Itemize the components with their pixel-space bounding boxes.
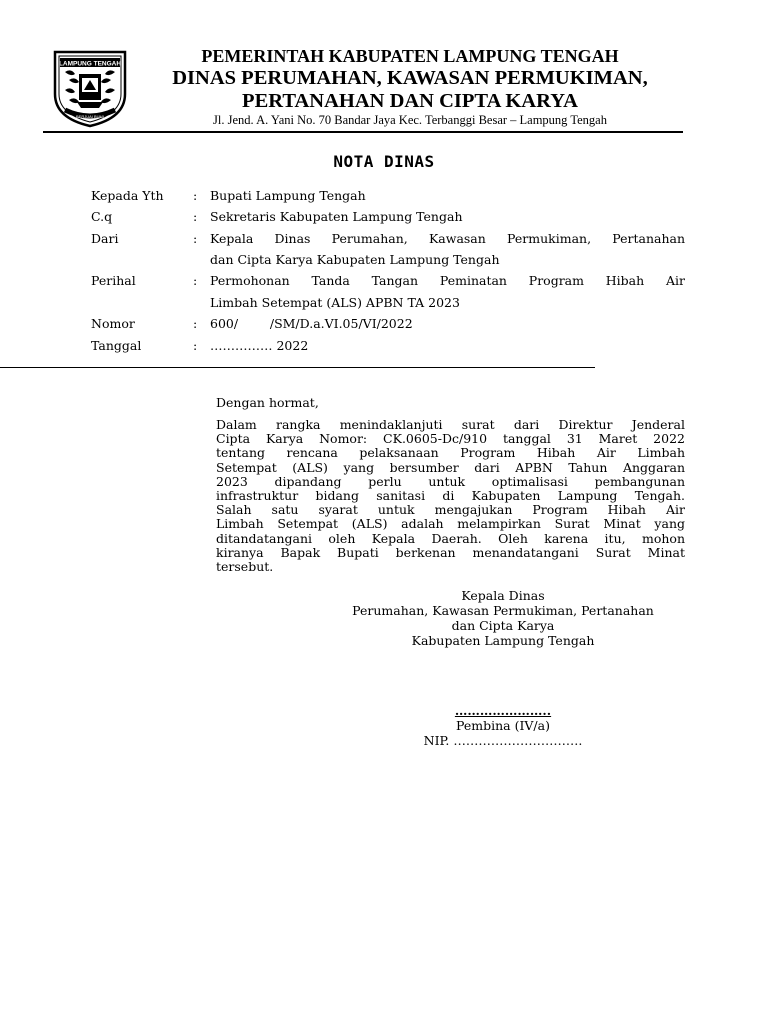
colon: : (193, 316, 198, 331)
header-address: Jl. Jend. A. Yani No. 70 Bandar Jaya Kec. Terbanggi Besar – Lampung Tengah (213, 113, 607, 127)
signatory-name: ………………….. (454, 703, 552, 718)
tanggal-label: Tanggal (91, 338, 142, 353)
tanggal-value: …………… 2022 (210, 338, 309, 353)
paragraph-line: infrastruktur bidang sanitasi di Kabupaten Lampung Tengah. (216, 487, 685, 503)
header-government: PEMERINTAH KABUPATEN LAMPUNG TENGAH (201, 46, 619, 66)
letterhead-divider (43, 131, 683, 133)
kepada-label: Kepada Yth (91, 188, 164, 203)
colon: : (193, 231, 198, 246)
paragraph-line: tentang rencana pelaksanaan Program Hibah Air Limbah (216, 445, 685, 461)
nomor-label: Nomor (91, 316, 135, 331)
signatory-nip: NIP. …………………………. (423, 733, 583, 748)
colon: : (193, 188, 198, 203)
colon: : (193, 273, 198, 288)
nomor-value: 600/ /SM/D.a.VI.05/VI/2022 (210, 316, 413, 331)
logo-motto-text: BERJUAI BUMI (75, 114, 105, 119)
signature-office-line2: dan Cipta Karya (451, 618, 555, 633)
cq-value: Sekretaris Kabupaten Lampung Tengah (210, 209, 463, 224)
signature-block (318, 588, 688, 648)
signature-office-line1: Perumahan, Kawasan Permukiman, Pertanahan (352, 603, 654, 618)
paragraph-line: tersebut. (216, 558, 274, 574)
dari-label: Dari (91, 231, 119, 246)
salutation: Dengan hormat, (216, 395, 319, 410)
signature-title: Kepala Dinas (461, 588, 545, 603)
dari-value-line2: dan Cipta Karya Kabupaten Lampung Tengah (210, 252, 500, 267)
lampung-tengah-emblem (51, 48, 129, 128)
paragraph-line: Setempat (ALS) yang bersumber dari APBN Tahun Anggaran (216, 459, 685, 475)
document-title: NOTA DINAS (333, 152, 435, 171)
signatory-rank: Pembina (IV/a) (456, 718, 550, 733)
fields-divider (0, 367, 595, 368)
perihal-value-line1: Permohonan Tanda Tangan Peminatan Program Hibah Air (210, 273, 685, 288)
signatory-block (318, 703, 688, 748)
paragraph-line: kiranya Bapak Bupati berkenan menandatangani Surat Minat (216, 544, 685, 560)
paragraph-line: 2023 dipandang perlu untuk optimalisasi pembangunan (216, 473, 685, 489)
paragraph-line: Cipta Karya Nomor: CK.0605-Dc/910 tanggal 31 Maret 2022 (216, 431, 685, 447)
paragraph-line: Limbah Setempat (ALS) adalah melampirkan Surat Minat yang (216, 516, 685, 532)
logo-banner-text: LAMPUNG TENGAH (58, 60, 122, 68)
paragraph-line: Salah satu syarat untuk mengajukan Program Hibah Air (216, 502, 685, 518)
colon: : (193, 338, 198, 353)
colon: : (193, 209, 198, 224)
perihal-label: Perihal (91, 273, 136, 288)
paragraph-line: Dalam rangka menindaklanjuti surat dari Direktur Jenderal (216, 417, 685, 432)
kepada-value: Bupati Lampung Tengah (210, 188, 366, 203)
cq-label: C.q (91, 209, 113, 224)
header-agency-line1: DINAS PERUMAHAN, KAWASAN PERMUKIMAN, (172, 67, 648, 89)
header-agency-line2: PERTANAHAN DAN CIPTA KARYA (242, 90, 578, 112)
letter-paragraph (216, 418, 685, 574)
dari-value-line1: Kepala Dinas Perumahan, Kawasan Permukiman, Pertanahan (210, 231, 685, 246)
signature-office-line3: Kabupaten Lampung Tengah (411, 633, 595, 648)
perihal-value-line2: Limbah Setempat (ALS) APBN TA 2023 (210, 295, 460, 310)
paragraph-line: ditandatangani oleh Kepala Daerah. Oleh karena itu, mohon (216, 530, 685, 546)
